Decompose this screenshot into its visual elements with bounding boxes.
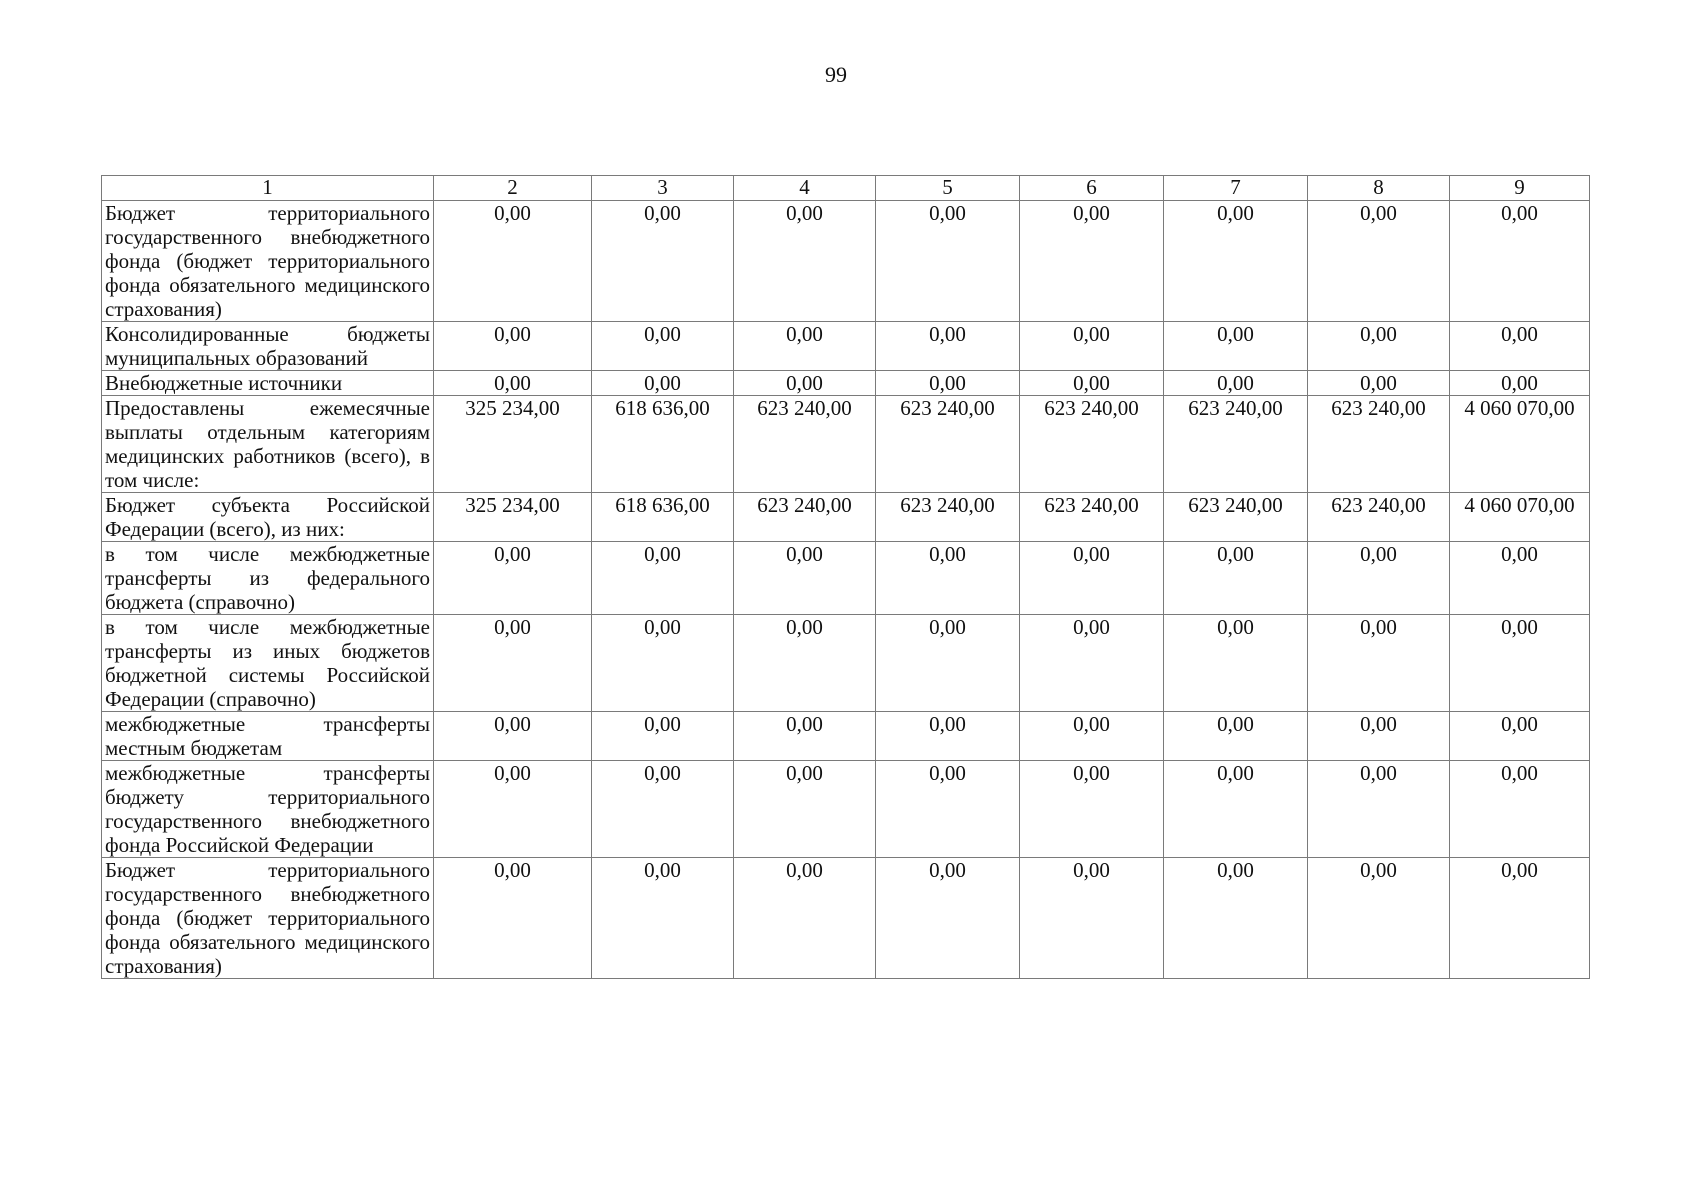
table-cell-value: 0,00 bbox=[434, 371, 592, 396]
table-cell-value: 0,00 bbox=[434, 322, 592, 371]
table-cell-value: 0,00 bbox=[876, 615, 1020, 712]
table-cell-value: 0,00 bbox=[1020, 615, 1164, 712]
table-cell-value: 623 240,00 bbox=[1020, 396, 1164, 493]
table-cell-value: 0,00 bbox=[434, 615, 592, 712]
table-cell-value: 0,00 bbox=[592, 761, 734, 858]
column-header: 5 bbox=[876, 176, 1020, 201]
table-cell-value: 0,00 bbox=[434, 712, 592, 761]
column-header: 6 bbox=[1020, 176, 1164, 201]
table-cell-value: 0,00 bbox=[1020, 542, 1164, 615]
row-label: межбюджетные трансферты бюджету территориального государственного внебюджетного фонда Российской Федерации bbox=[102, 761, 434, 858]
table-cell-value: 0,00 bbox=[1308, 712, 1450, 761]
table-cell-value: 0,00 bbox=[1020, 761, 1164, 858]
table-row bbox=[102, 201, 1590, 322]
table-cell-value: 0,00 bbox=[434, 761, 592, 858]
table-cell-value: 0,00 bbox=[876, 322, 1020, 371]
table-cell-value: 0,00 bbox=[592, 712, 734, 761]
table-cell-value: 618 636,00 bbox=[592, 493, 734, 542]
table-cell-value: 0,00 bbox=[1164, 371, 1308, 396]
table-row bbox=[102, 615, 1590, 712]
table-cell-value: 0,00 bbox=[592, 201, 734, 322]
table-row bbox=[102, 542, 1590, 615]
table-cell-value: 623 240,00 bbox=[734, 396, 876, 493]
table-cell-value: 0,00 bbox=[1450, 712, 1590, 761]
table-cell-value: 0,00 bbox=[734, 201, 876, 322]
row-label: Внебюджетные источники bbox=[102, 371, 434, 396]
table-cell-value: 0,00 bbox=[1020, 712, 1164, 761]
table-cell-value: 0,00 bbox=[1020, 322, 1164, 371]
table-cell-value: 0,00 bbox=[734, 761, 876, 858]
table-row bbox=[102, 322, 1590, 371]
table-cell-value: 0,00 bbox=[1308, 322, 1450, 371]
table-cell-value: 623 240,00 bbox=[876, 396, 1020, 493]
table-cell-value: 0,00 bbox=[592, 322, 734, 371]
table-cell-value: 0,00 bbox=[1308, 542, 1450, 615]
table-cell-value: 0,00 bbox=[734, 615, 876, 712]
table-cell-value: 0,00 bbox=[1164, 615, 1308, 712]
table-cell-value: 0,00 bbox=[1020, 858, 1164, 979]
table-cell-value: 0,00 bbox=[1164, 542, 1308, 615]
row-label: в том числе межбюджетные трансферты из иных бюджетов бюджетной системы Российской Федерации (справочно) bbox=[102, 615, 434, 712]
row-label: Бюджет территориального государственного внебюджетного фонда (бюджет территориального фонда обязательного медицинского страхования) bbox=[102, 858, 434, 979]
column-header: 2 bbox=[434, 176, 592, 201]
table-cell-value: 0,00 bbox=[876, 371, 1020, 396]
table-cell-value: 0,00 bbox=[1450, 371, 1590, 396]
row-label: Консолидированные бюджеты муниципальных образований bbox=[102, 322, 434, 371]
table-cell-value: 0,00 bbox=[1164, 761, 1308, 858]
page-number: 99 bbox=[825, 62, 847, 87]
table-cell-value: 0,00 bbox=[734, 712, 876, 761]
table-cell-value: 623 240,00 bbox=[1308, 493, 1450, 542]
table-cell-value: 623 240,00 bbox=[1164, 493, 1308, 542]
table-cell-value: 0,00 bbox=[876, 761, 1020, 858]
table-cell-value: 0,00 bbox=[1308, 761, 1450, 858]
table-cell-value: 623 240,00 bbox=[1164, 396, 1308, 493]
table-cell-value: 623 240,00 bbox=[1020, 493, 1164, 542]
table-cell-value: 0,00 bbox=[1308, 858, 1450, 979]
row-label: в том числе межбюджетные трансферты из федерального бюджета (справочно) bbox=[102, 542, 434, 615]
table-cell-value: 0,00 bbox=[876, 712, 1020, 761]
row-label: межбюджетные трансферты местным бюджетам bbox=[102, 712, 434, 761]
row-label: Бюджет субъекта Российской Федерации (всего), из них: bbox=[102, 493, 434, 542]
table-cell-value: 0,00 bbox=[1450, 761, 1590, 858]
table-cell-value: 325 234,00 bbox=[434, 493, 592, 542]
table-cell-value: 0,00 bbox=[1164, 712, 1308, 761]
table-cell-value: 0,00 bbox=[876, 201, 1020, 322]
column-header: 3 bbox=[592, 176, 734, 201]
table-cell-value: 0,00 bbox=[1450, 542, 1590, 615]
table-cell-value: 325 234,00 bbox=[434, 396, 592, 493]
row-label: Предоставлены ежемесячные выплаты отдельным категориям медицинских работников (всего), в том числе: bbox=[102, 396, 434, 493]
table-cell-value: 0,00 bbox=[1450, 858, 1590, 979]
table-cell-value: 0,00 bbox=[734, 858, 876, 979]
row-label: Бюджет территориального государственного внебюджетного фонда (бюджет территориального фонда обязательного медицинского страхования) bbox=[102, 201, 434, 322]
column-header: 8 bbox=[1308, 176, 1450, 201]
table-cell-value: 0,00 bbox=[734, 371, 876, 396]
table-row bbox=[102, 712, 1590, 761]
table-cell-value: 0,00 bbox=[876, 542, 1020, 615]
table-cell-value: 0,00 bbox=[434, 858, 592, 979]
table-cell-value: 0,00 bbox=[1450, 322, 1590, 371]
table-cell-value: 0,00 bbox=[592, 615, 734, 712]
table-cell-value: 618 636,00 bbox=[592, 396, 734, 493]
table-cell-value: 0,00 bbox=[592, 542, 734, 615]
table-row bbox=[102, 858, 1590, 979]
table-cell-value: 0,00 bbox=[1308, 371, 1450, 396]
table-cell-value: 0,00 bbox=[1308, 201, 1450, 322]
table-row bbox=[102, 493, 1590, 542]
table-cell-value: 0,00 bbox=[734, 542, 876, 615]
table-cell-value: 0,00 bbox=[592, 371, 734, 396]
table-cell-value: 623 240,00 bbox=[734, 493, 876, 542]
table-cell-value: 623 240,00 bbox=[876, 493, 1020, 542]
table-cell-value: 0,00 bbox=[1308, 615, 1450, 712]
table-cell-value: 0,00 bbox=[734, 322, 876, 371]
table-cell-value: 0,00 bbox=[1164, 322, 1308, 371]
table-cell-value: 0,00 bbox=[1450, 201, 1590, 322]
table-cell-value: 4 060 070,00 bbox=[1450, 493, 1590, 542]
table-cell-value: 4 060 070,00 bbox=[1450, 396, 1590, 493]
table-cell-value: 623 240,00 bbox=[1308, 396, 1450, 493]
column-header: 7 bbox=[1164, 176, 1308, 201]
table-cell-value: 0,00 bbox=[434, 542, 592, 615]
table-cell-value: 0,00 bbox=[434, 201, 592, 322]
table-cell-value: 0,00 bbox=[1164, 858, 1308, 979]
table-cell-value: 0,00 bbox=[1164, 201, 1308, 322]
column-header: 1 bbox=[102, 176, 434, 201]
header-row bbox=[102, 176, 1590, 201]
table-row bbox=[102, 761, 1590, 858]
table-cell-value: 0,00 bbox=[1020, 201, 1164, 322]
table-cell-value: 0,00 bbox=[1020, 371, 1164, 396]
table-row bbox=[102, 371, 1590, 396]
column-header: 4 bbox=[734, 176, 876, 201]
table-cell-value: 0,00 bbox=[1450, 615, 1590, 712]
table-row bbox=[102, 396, 1590, 493]
column-header: 9 bbox=[1450, 176, 1590, 201]
budget-table bbox=[101, 175, 1590, 979]
table-cell-value: 0,00 bbox=[876, 858, 1020, 979]
table-cell-value: 0,00 bbox=[592, 858, 734, 979]
